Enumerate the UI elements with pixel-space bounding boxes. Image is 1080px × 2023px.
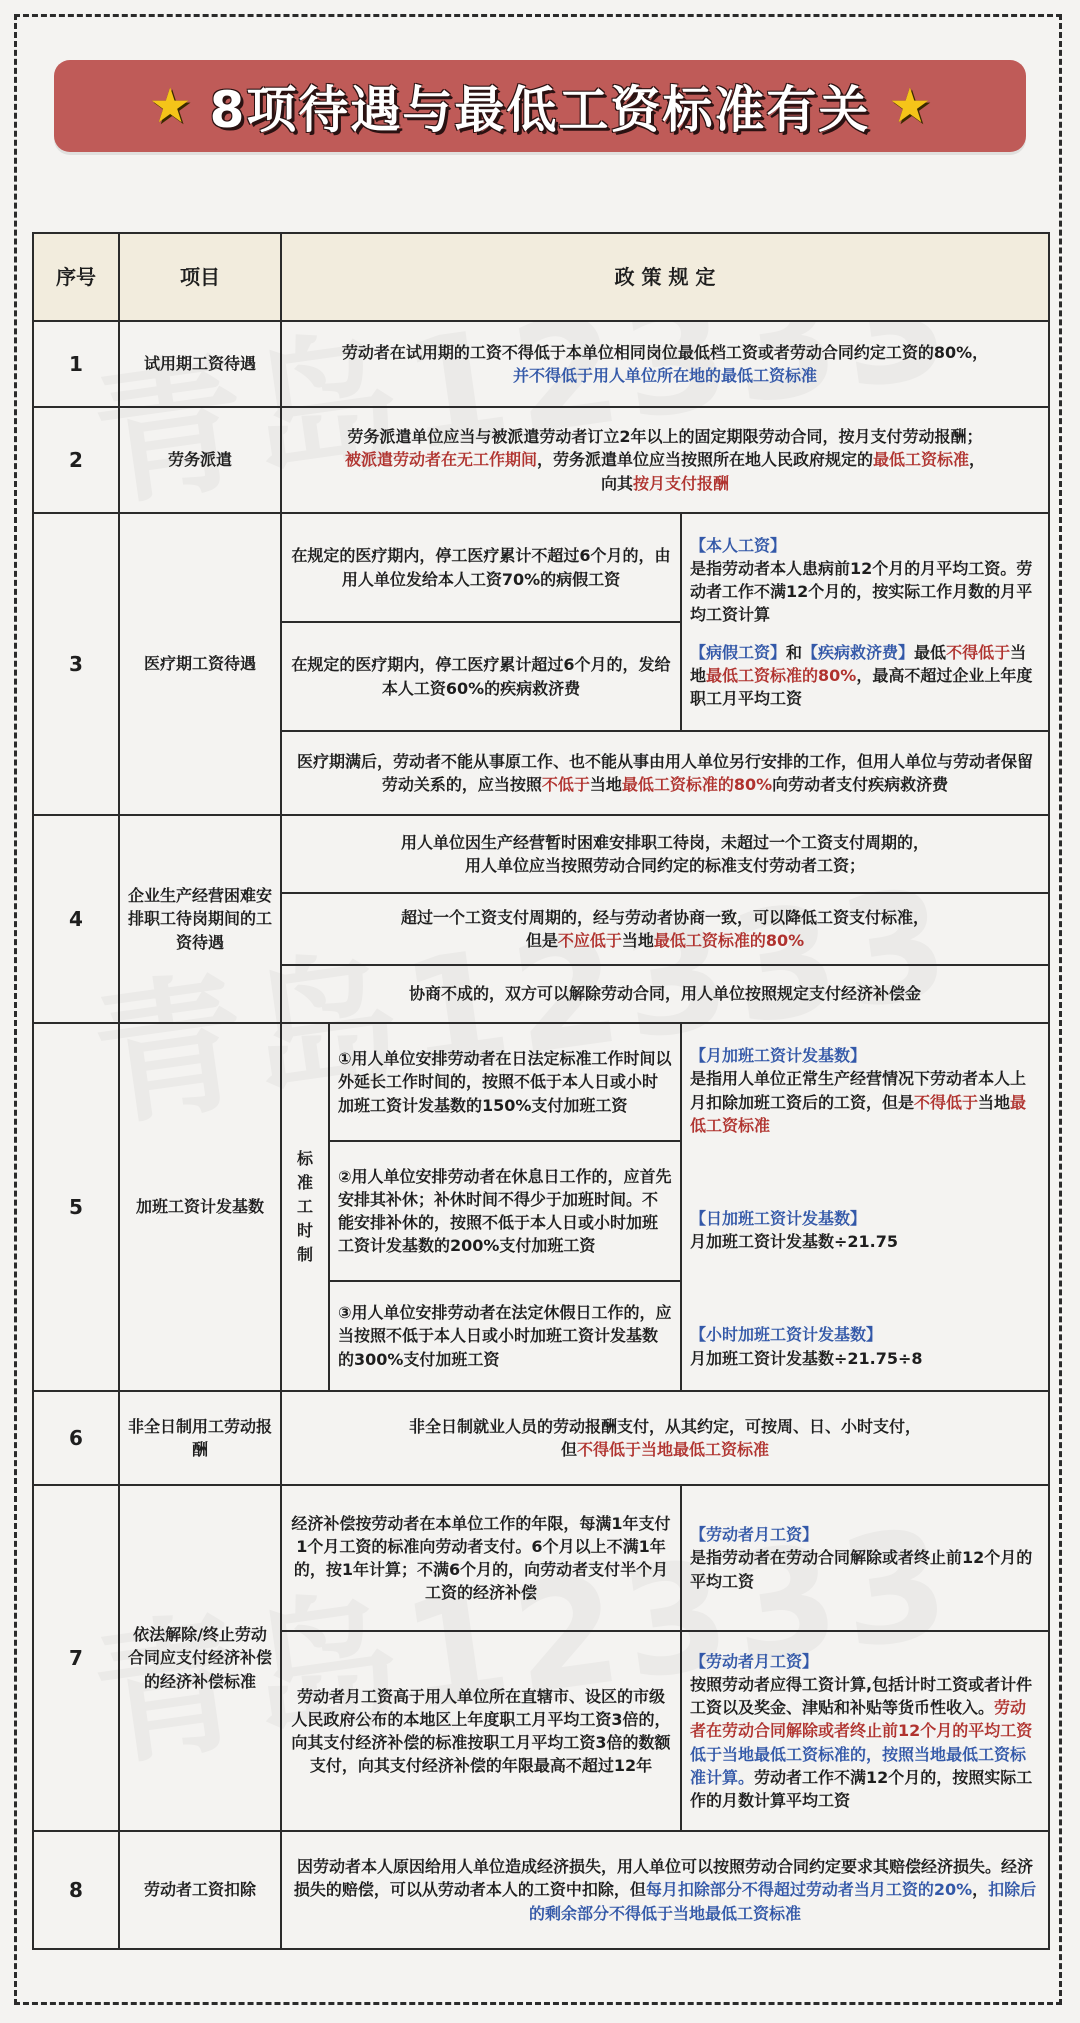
table-row [33,321,1049,407]
policy-note [681,1631,1049,1831]
row-number: 7 [33,1485,119,1831]
note-highlight: 劳动者在劳动合同解除或者终止前12个月的平均工资 [690,1698,1033,1741]
note-text: ，最高不超过企业上年度职工月平均工资 [690,665,1033,708]
vertical-char: 制 [296,1245,313,1264]
note-title: 【日加班工资计发基数】 [690,1209,867,1228]
row-item: 非全日制用工劳动报酬 [119,1391,281,1485]
policy-cell: 协商不成的，双方可以解除劳动合同，用人单位按照规定支付经济补偿金 [281,965,1049,1023]
note-text: 劳动者工作不满12个月的，按照实际工作的月数计算平均工资 [690,1767,1033,1810]
policy-text-highlight: 不低于 [541,775,590,794]
star-icon: ★ [148,78,192,134]
note-text: 是指劳动者在劳动合同解除或者终止前12个月的平均工资 [690,1548,1033,1591]
policy-text: 当地 [621,931,654,950]
policy-text: 医疗期满后，劳动者不能从事原工作、也不能从事由用人单位另行安排的工作，但用人单位与劳动者保留劳动关系的，应当按照 [296,751,1033,794]
policy-cell: 劳动者月工资高于用人单位所在直辖市、设区的市级人民政府公布的本地区上年度职工月平均工资3倍的，向其支付经济补偿的标准按职工月平均工资3倍的数额支付，向其支付经济补偿的年限最高不超过12年 [281,1631,681,1831]
policy-text: 劳务派遣单位应当与被派遣劳动者订立2年以上的固定期限劳动合同，按月支付劳动报酬； [347,427,983,447]
policy-text-highlight: 并不得低于用人单位所在地的最低工资标准 [512,366,817,385]
policy-cell [281,321,1049,407]
policy-text-highlight: 每月扣除部分不得超过劳动者当月工资的20% [645,1880,973,1900]
header-policy: 政 策 规 定 [281,233,1049,321]
star-icon: ★ [888,78,932,134]
policy-text: ， [972,1880,989,1900]
title-banner [54,60,1026,152]
row-item: 企业生产经营困难安排职工待岗期间的工资待遇 [119,815,281,1023]
policy-text: 劳动者在试用期的工资不得低于本单位相同岗位最低档工资或者劳动合同约定工资的80%， [341,342,989,362]
table-row [33,407,1049,513]
policy-cell: 在规定的医疗期内，停工医疗累计超过6个月的，发给本人工资60%的疾病救济费 [281,622,681,731]
table-row [33,1831,1049,1949]
vertical-char: 时 [296,1221,313,1240]
note-title: 【月加班工资计发基数】 [690,1046,867,1066]
row-number: 4 [33,815,119,1023]
policy-text: 用人单位因生产经营暂时困难安排职工待岗，未超过一个工资支付周期的， [400,832,929,852]
policy-text-highlight: 最低工资标准 [873,450,970,470]
table-header [33,233,1049,321]
table-row [33,1391,1049,1485]
note-text: 当地 [978,1092,1011,1112]
policy-cell [281,893,1049,965]
header-no: 序号 [33,233,119,321]
note-text: 是指劳动者本人患病前12个月的月平均工资。劳动者工作不满12个月的，按实际工作月数的月平均工资计算 [690,559,1033,625]
table-row [33,1485,1049,1631]
policy-text: 向其 [600,473,633,493]
system-label [281,1023,329,1391]
row-item: 试用期工资待遇 [119,321,281,407]
row-item: 加班工资计发基数 [119,1023,281,1391]
policy-text: 非全日制就业人员的劳动报酬支付，从其约定，可按周、日、小时支付， [408,1416,921,1436]
note-title: 【劳动者月工资】 [690,1525,819,1545]
row-number: 3 [33,513,119,815]
vertical-char: 工 [296,1197,313,1216]
row-item: 劳务派遣 [119,407,281,513]
note-text: 和 [786,642,803,662]
policy-text: ， [969,450,986,470]
policy-text: 超过一个工资支付周期的，经与劳动者协商一致，可以降低工资支付标准， [400,907,929,927]
note-title: 【本人工资】 [690,535,787,555]
policy-cell: 在规定的医疗期内，停工医疗累计不超过6个月的，由用人单位发给本人工资70%的病假工资 [281,513,681,622]
row-number: 5 [33,1023,119,1391]
row-number: 8 [33,1831,119,1949]
policy-text: 用人单位应当按照劳动合同约定的标准支付劳动者工资； [464,856,865,875]
policy-note [681,1485,1049,1631]
note-title: 【小时加班工资计发基数】 [690,1325,883,1345]
note-title: 【疾病救济费】 [802,642,915,662]
note-text: 当地 [690,642,1027,685]
policy-cell: ②用人单位安排劳动者在休息日工作的，应首先安排其补休；补休时间不得少于加班时间。不能安排补休的，按照不低于本人日或小时加班工资计发基数的200%支付加班工资 [329,1141,681,1281]
policy-cell [281,1391,1049,1485]
note-text: 是指用人单位正常生产经营情况下劳动者本人上月扣除加班工资后的工资，但是 [690,1069,1027,1112]
policy-cell [281,407,1049,513]
row-number: 2 [33,407,119,513]
policy-text: ，劳务派遣单位应当按照所在地人民政府规定的 [536,450,873,470]
table-row [33,1023,1049,1141]
note-highlight: 最低工资标准的80% [706,665,857,685]
note-text: 月加班工资计发基数÷21.75÷8 [690,1348,923,1368]
policy-cell: ①用人单位安排劳动者在日法定标准工作时间以外延长工作时间的，按照不低于本人日或小时加班工资计发基数的150%支付加班工资 [329,1023,681,1141]
page-title: 8项待遇与最低工资标准有关 [209,81,871,139]
note-text: 按照劳动者应得工资计算,包括计时工资或者计件工资以及奖金、津贴和补贴等货币性收入。 [690,1675,1033,1718]
note-highlight: 低于当地最低工资标准的，按照当地最低工资标准计算。 [690,1744,1027,1787]
policy-cell: 经济补偿按劳动者在本单位工作的年限，每满1年支付1个月工资的标准向劳动者支付。6个月以上不满1年的，按1年计算；不满6个月的，向劳动者支付半个月工资的经济补偿 [281,1485,681,1631]
policy-note [681,1023,1049,1391]
table-row [33,815,1049,893]
note-highlight: 不得低于 [914,1092,979,1112]
note-text: 最低 [914,642,947,662]
row-number: 1 [33,321,119,407]
note-title: 【病假工资】 [690,642,787,662]
policy-text-highlight: 按月支付报酬 [633,473,730,493]
policy-cell [281,1831,1049,1949]
vertical-char: 准 [296,1173,313,1192]
note-highlight: 最低工资标准 [690,1092,1027,1135]
row-item: 劳动者工资扣除 [119,1831,281,1949]
policy-text: 但是 [525,931,558,950]
policy-text-highlight: 不应低于 [557,931,622,950]
policy-text-highlight: 最低工资标准的80% [621,775,773,794]
policy-text-highlight: 不得低于当地最低工资标准 [577,1440,770,1459]
policy-table [32,232,1050,1950]
policy-text-highlight: 最低工资标准的80% [653,931,805,950]
note-title: 【劳动者月工资】 [690,1651,819,1671]
row-item: 依法解除/终止劳动合同应支付经济补偿的经济补偿标准 [119,1485,281,1831]
policy-cell: ③用人单位安排劳动者在法定休假日工作的，应当按照不低于本人日或小时加班工资计发基数的300%支付加班工资 [329,1281,681,1391]
policy-note [681,513,1049,731]
row-item: 医疗期工资待遇 [119,513,281,815]
policy-text: 向劳动者支付疾病救济费 [772,775,949,794]
policy-text: 当地 [589,775,622,794]
policy-text: 但 [560,1440,577,1459]
vertical-char: 标 [296,1149,313,1168]
row-number: 6 [33,1391,119,1485]
policy-text-highlight: 被派遣劳动者在无工作期间 [344,450,537,470]
policy-cell [281,815,1049,893]
policy-text: 因劳动者本人原因给用人单位造成经济损失，用人单位可以按照劳动合同约定要求其赔偿经济损失。经济损失的赔偿，可以从劳动者本人的工资中扣除，但 [293,1857,1033,1900]
policy-text-highlight: 扣除后的剩余部分不得低于当地最低工资标准 [528,1880,1037,1923]
note-highlight: 不得低于 [946,642,1011,662]
header-item: 项目 [119,233,281,321]
table-row [33,513,1049,622]
policy-cell [281,731,1049,815]
note-text: 月加班工资计发基数÷21.75 [690,1232,899,1252]
